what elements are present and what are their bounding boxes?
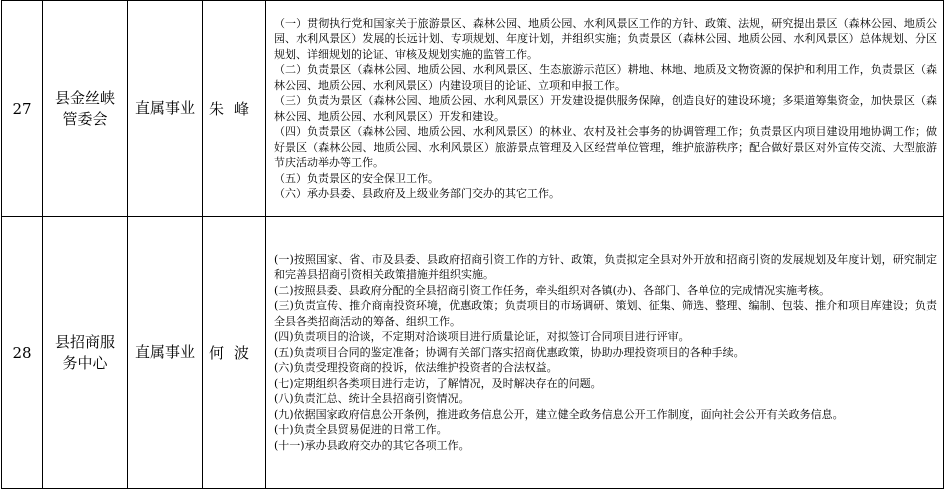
duty-item: （二）负责景区（森林公园、地质公园、水利风景区、生态旅游示范区）耕地、林地、地质及文物资源的保护和利用工作，负责景区（森林公园、地质公园、水利风景区）内建设项目的论证、立项和申报工作。 <box>274 63 937 92</box>
duty-item: (十)负责全县贸易促进的日常工作。 <box>274 423 448 437</box>
duty-item: （五）负责景区的安全保卫工作。 <box>274 171 439 185</box>
duty-item: （四）负责景区（森林公园、地质公园、水利风景区）的林业、农村及社会事务的协调管理工作；负责景区内项目建设用地协调工作；做好景区（森林公园、地质公园、水利风景区）旅游景点管理及入区经营单位管理，维护旅游秩序；配合做好景区对外宣传交流、大型旅游节庆活动举办等工作。 <box>274 125 937 169</box>
duty-item: (八)负责汇总、统计全县招商引资情况。 <box>274 392 470 406</box>
responsible-person: 朱峰 <box>203 1 266 217</box>
duty-table <box>1 0 944 489</box>
duty-item: （三）负责为景区（森林公园、地质公园、水利风景区）开发建设提供服务保障，创造良好的建设环境；多渠道筹集资金，加快景区（森林公园、地质公园、水利风景区）开发和建设。 <box>274 94 937 123</box>
table-row <box>2 1 944 217</box>
row-number: 27 <box>2 1 43 217</box>
unit-type: 直属事业 <box>128 1 203 217</box>
unit-type: 直属事业 <box>128 217 203 489</box>
duty-item: (七)定期组织各类项目进行走访，了解情况，及时解决存在的问题。 <box>274 376 602 390</box>
duty-item: (六)负责受理投资商的投诉，依法维护投资者的合法权益。 <box>274 361 558 375</box>
duty-item: （一）贯彻执行党和国家关于旅游景区、森林公园、地质公园、水利风景区工作的方针、政策、法规，研究提出景区（森林公园、地质公园、水利风景区）发展的长远计划、专项规划、年度计划，并组织实施；负责景区（森林公园、地质公园、水利风景区）总体规划、分区规划、详细规划的论证、审核及规划实施的监管工作。 <box>274 16 937 61</box>
row-number: 28 <box>2 217 43 489</box>
duty-item: (九)依据国家政府信息公开条例，推进政务信息公开，建立健全政务信息公开工作制度，面向社会公开有关政务信息。 <box>274 407 844 421</box>
duty-item: (三)负责宣传、推介商南投资环境，优惠政策；负责项目的市场调研、策划、征集、筛选、整理、编制、包装、推介和项目库建设；负责全县各类招商活动的筹备、组织工作。 <box>274 299 937 328</box>
duties-cell <box>266 217 944 489</box>
table-body <box>2 1 944 489</box>
duty-item: (一)按照国家、省、市及县委、县政府招商引资工作的方针、政策，负责拟定全县对外开放和招商引资的发展规划及年度计划，研究制定和完善县招商引资相关政策措施并组织实施。 <box>274 252 937 282</box>
table-row <box>2 217 944 489</box>
duties-cell <box>266 1 944 217</box>
duty-item: （六）承办县委、县政府及上级业务部门交办的其它工作。 <box>274 187 560 200</box>
responsible-person: 何波 <box>203 217 266 489</box>
organization-name: 县金丝峡管委会 <box>43 1 128 217</box>
duty-item: (五)负责项目合同的鉴定准备；协调有关部门落实招商优惠政策，协助办理投资项目的各种手续。 <box>274 345 745 359</box>
duty-item: (二)按照县委、县政府分配的全县招商引资工作任务，牵头组织对各镇(办)、各部门、各单位的完成情况实施考核。 <box>274 283 831 297</box>
duty-item: (四)负责项目的洽谈，不定期对洽谈项目进行质量论证，对拟签订合同项目进行评审。 <box>274 330 690 344</box>
organization-name: 县招商服务中心 <box>43 217 128 489</box>
duty-item: (十一)承办县政府交办的其它各项工作。 <box>274 438 470 452</box>
